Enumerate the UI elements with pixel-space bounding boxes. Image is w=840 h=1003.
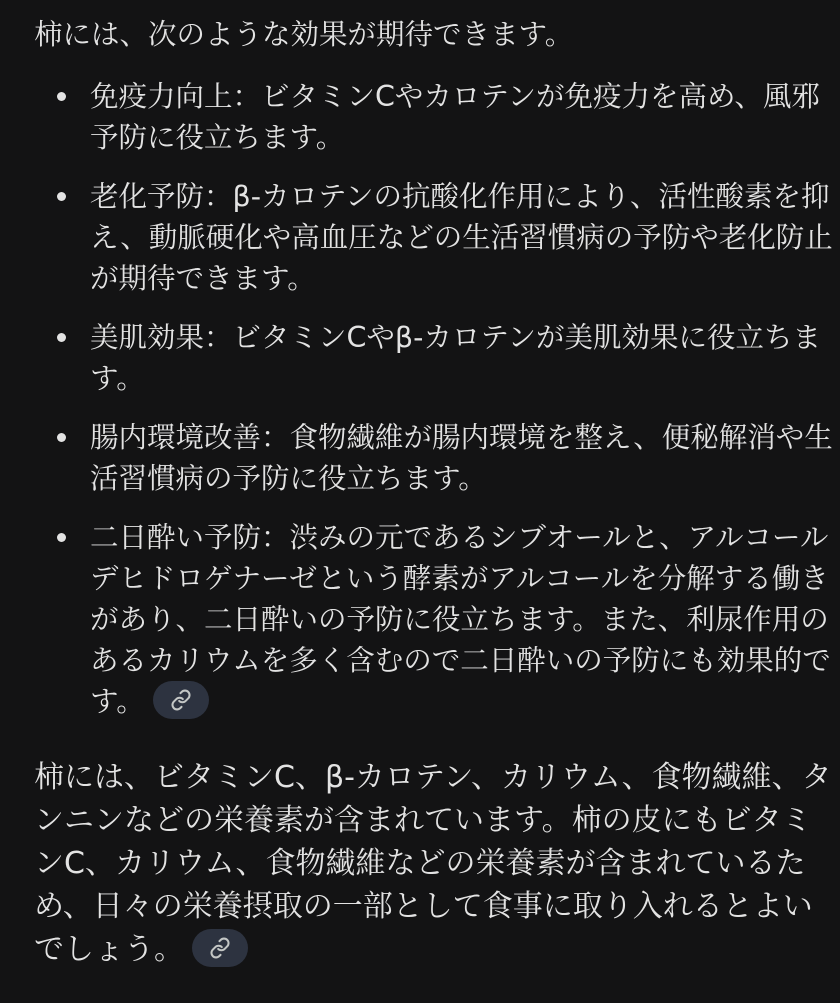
list-item-text: 美肌効果：ビタミンCやβ-カロテンが美肌効果に役立ちます。: [90, 321, 821, 395]
list-item-text: 腸内環境改善：食物繊維が腸内環境を整え、便秘解消や生活習慣病の予防に役立ちます。: [90, 421, 833, 495]
list-item: [34, 76, 834, 158]
list-item: [34, 417, 834, 499]
bullet-icon: [57, 92, 66, 101]
source-link-button[interactable]: [192, 929, 248, 967]
summary-text: 柿には、ビタミンC、β-カロテン、カリウム、食物繊維、タンニンなどの栄養素が含まれています。柿の皮にもビタミンC、カリウム、食物繊維などの栄養素が含まれているため、日々の栄養摂取の一部として食事に取り入れるとよいでしょう。: [34, 760, 832, 967]
source-link-button[interactable]: [153, 681, 209, 719]
list-item-text: 二日酔い予防：渋みの元であるシブオールと、アルコールデヒドロゲナーゼという酵素がアルコールを分解する働きがあり、二日酔いの予防に役立ちます。また、利尿作用のあるカリウムを多く含むので二日酔いの予防にも効果的です。: [90, 521, 831, 718]
list-item: [34, 317, 834, 399]
bullet-icon: [57, 533, 66, 542]
effects-list: [34, 76, 834, 722]
intro-paragraph: 柿には、次のような効果が期待できます。: [34, 18, 574, 51]
list-item-text: 老化予防：β-カロテンの抗酸化作用により、活性酸素を抑え、動脈硬化や高血圧などの生活習慣病の予防や老化防止が期待できます。: [90, 180, 833, 295]
bullet-icon: [57, 333, 66, 342]
summary-paragraph: [34, 756, 834, 971]
link-icon: [209, 937, 231, 959]
bullet-icon: [57, 433, 66, 442]
bullet-icon: [57, 192, 66, 201]
list-item: [34, 176, 834, 299]
link-icon: [170, 689, 192, 711]
list-item-text: 免疫力向上：ビタミンCやカロテンが免疫力を高め、風邪予防に役立ちます。: [90, 80, 820, 154]
list-item: [34, 517, 834, 722]
response-content: [34, 14, 834, 971]
